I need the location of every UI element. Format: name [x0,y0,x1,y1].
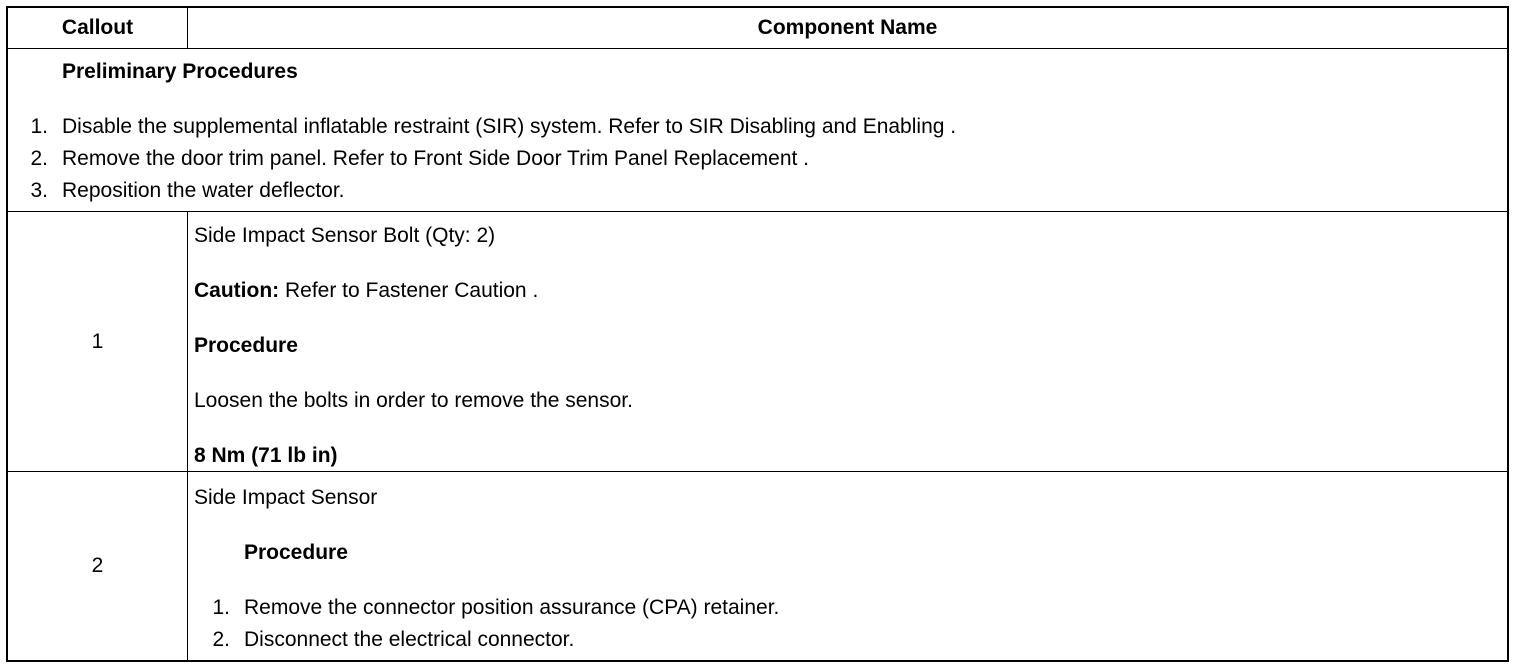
step-text: Remove the door trim panel. Refer to Front Side Door Trim Panel Replacement . [62,147,809,170]
procedure-label: Procedure [244,541,348,564]
step-number: 2. [30,147,48,170]
torque-spec: 8 Nm (71 lb in) [194,444,338,467]
step-number: 3. [30,179,48,202]
step-text: Disconnect the electrical connector. [244,628,575,651]
component-name-header-cell [188,8,1507,48]
step-text: Reposition the water deflector. [62,179,345,202]
step-text: Remove the connector position assurance (CPA) retainer. [244,596,780,619]
table-row [8,472,1507,660]
procedure-label: Procedure [194,334,298,357]
component-table [6,6,1509,662]
step-number: 2. [212,628,230,651]
component-name: Side Impact Sensor [194,486,378,509]
component-name-header: Component Name [757,16,938,39]
callout-number: 2 [91,554,104,577]
callout-cell [8,212,188,471]
step-text: Disable the supplemental inflatable restraint (SIR) system. Refer to SIR Disabling and Enabling . [62,115,957,138]
table-row [8,212,1507,472]
component-cell [188,472,1507,660]
callout-header-cell [8,8,188,48]
caution-text: Refer to Fastener Caution . [279,279,539,302]
caution-line [194,278,538,304]
caution-label: Caution: [194,279,280,302]
preliminary-row [8,49,1507,212]
procedure-text: Loosen the bolts in order to remove the sensor. [194,389,633,412]
step-number: 1. [212,596,230,619]
component-cell [188,212,1507,471]
callout-number: 1 [91,329,104,353]
preliminary-title: Preliminary Procedures [62,60,298,83]
table-header [8,8,1507,49]
callout-cell [8,472,188,660]
callout-header: Callout [61,16,134,39]
step-number: 1. [30,115,48,138]
component-name: Side Impact Sensor Bolt (Qty: 2) [194,224,496,247]
